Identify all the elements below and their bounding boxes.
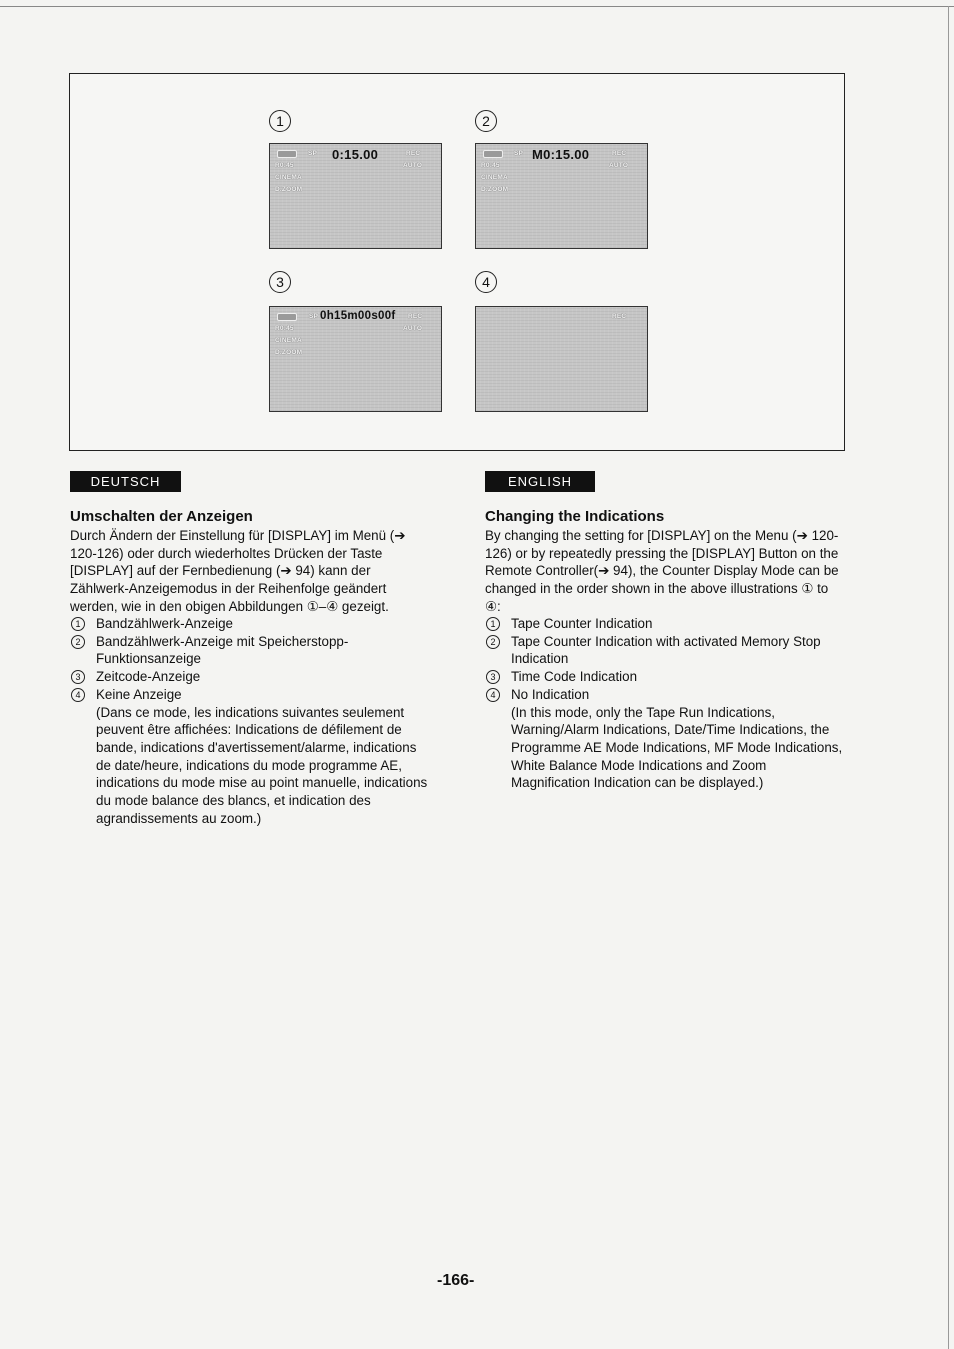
language-badge-deutsch: DEUTSCH <box>70 471 181 492</box>
sp-mode-label: SP <box>309 313 319 320</box>
scan-edge <box>0 6 954 7</box>
remaining-time-label: R0:45 <box>275 325 294 332</box>
circled-number: 1 <box>71 617 85 631</box>
time-code: 0h15m00s00f <box>320 310 396 322</box>
language-badge-english: ENGLISH <box>485 471 595 492</box>
dzoom-label: D.ZOOM <box>275 349 303 356</box>
tape-icon <box>483 150 503 158</box>
list-item-note: (Dans ce mode, les indications suivantes seulement peuvent être affichées: Indications de défilement de bande, indications d'avertissement/alarme, indications de date/heure, indications du mode programme AE, indications du mode mise au point manuelle, indications du mode balance des blancs, et indication des agrandissements au zoom.) <box>96 704 428 826</box>
list-item-text: Tape Counter Indication with activated Memory Stop Indication <box>511 633 821 667</box>
remaining-time-label: R0:45 <box>275 162 294 169</box>
circled-number: 3 <box>486 670 500 684</box>
panel-number-1: 1 <box>269 110 291 132</box>
mode-list-deutsch <box>70 615 430 827</box>
display-mode-figure <box>69 73 845 451</box>
list-item <box>485 668 845 686</box>
circled-number: 4 <box>486 688 500 702</box>
list-item-text: Keine Anzeige <box>96 686 182 702</box>
page-number: -166- <box>437 1272 475 1289</box>
list-item-text: Time Code Indication <box>511 669 638 685</box>
rec-label: REC <box>406 150 421 157</box>
scan-edge <box>948 6 949 1349</box>
viewfinder-screen-1 <box>269 143 442 249</box>
list-item <box>70 686 430 828</box>
mode-list-english <box>485 615 845 792</box>
circled-number: 4 <box>71 688 85 702</box>
intro-paragraph-deutsch: Durch Ändern der Einstellung für [DISPLAY] im Menü (➔ 120-126) oder durch wiederholtes Drücken der Taste [DISPLAY] auf der Fernbedienung (➔ 94) kann der Zählwerk-Anzeigemodus in der Reihenfolge geändert werden, wie in den obigen Abbildungen ①–④ gezeigt. <box>70 528 406 614</box>
dzoom-label: D.ZOOM <box>481 186 509 193</box>
rec-label: REC <box>612 313 627 320</box>
cinema-label: CINEMA <box>275 337 302 344</box>
auto-label: AUTO <box>403 325 423 332</box>
tape-icon <box>277 313 297 321</box>
panel-number-2: 2 <box>475 110 497 132</box>
auto-label: AUTO <box>403 162 423 169</box>
list-item-text: Tape Counter Indication <box>511 616 653 631</box>
viewfinder-screen-2 <box>475 143 648 249</box>
dzoom-label: D.ZOOM <box>275 186 303 193</box>
section-heading-deutsch: Umschalten der Anzeigen <box>70 508 253 525</box>
list-item <box>70 668 430 686</box>
panel-number-3: 3 <box>269 271 291 293</box>
list-item <box>485 633 845 668</box>
circled-number: 2 <box>486 635 500 649</box>
list-item-text: No Indication <box>511 686 590 702</box>
sp-mode-label: SP <box>514 150 524 157</box>
list-item <box>485 615 845 633</box>
list-item-text: Bandzählwerk-Anzeige <box>96 616 233 631</box>
circled-number: 2 <box>71 635 85 649</box>
tape-counter: 0:15.00 <box>332 147 379 162</box>
circled-number: 1 <box>486 617 500 631</box>
list-item-note: (In this mode, only the Tape Run Indications, Warning/Alarm Indications, Date/Time Indications, the Programme AE Mode Indications, MF Mode Indications, White Balance Mode Indications and Zoom Magnification Indication can be displayed.) <box>511 704 843 791</box>
section-heading-english: Changing the Indications <box>485 508 665 525</box>
circled-number: 3 <box>71 670 85 684</box>
list-item <box>485 686 845 792</box>
sp-mode-label: SP <box>308 150 318 157</box>
list-item-text: Bandzählwerk-Anzeige mit Speicherstopp-Funktionsanzeige <box>96 633 349 667</box>
panel-number-4: 4 <box>475 271 497 293</box>
memory-counter: M0:15.00 <box>532 147 590 162</box>
list-item <box>70 615 430 633</box>
intro-paragraph-english: By changing the setting for [DISPLAY] on the Menu (➔ 120-126) or by repeatedly pressing the [DISPLAY] Button on the Remote Controller(➔ 94), the Counter Display Mode can be changed in the order shown in the above illustrations ① to ④: <box>485 528 839 614</box>
rec-label: REC <box>408 313 423 320</box>
auto-label: AUTO <box>609 162 629 169</box>
cinema-label: CINEMA <box>275 174 302 181</box>
tape-icon <box>277 150 297 158</box>
viewfinder-screen-4 <box>475 306 648 412</box>
cinema-label: CINEMA <box>481 174 508 181</box>
list-item-text: Zeitcode-Anzeige <box>96 669 201 685</box>
rec-label: REC <box>612 150 627 157</box>
viewfinder-screen-3 <box>269 306 442 412</box>
list-item <box>70 633 430 668</box>
remaining-time-label: R0:45 <box>481 162 500 169</box>
